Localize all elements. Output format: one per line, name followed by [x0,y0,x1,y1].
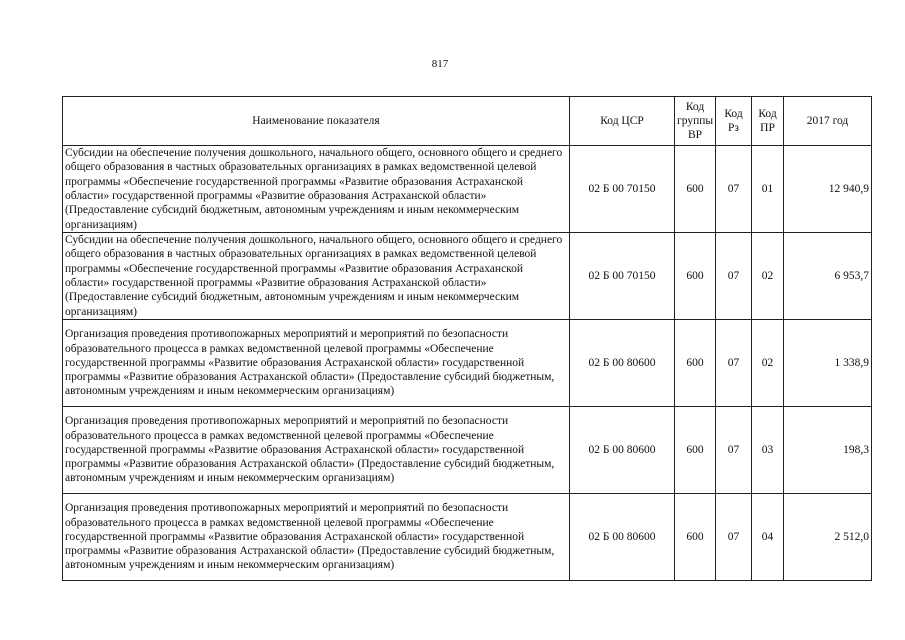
header-rz-line2: Рз [728,122,739,134]
row-vr: 600 [675,407,716,494]
row-name: Организация проведения противопожарных мероприятий и мероприятий по безопасности образовательного процесса в рамках ведомственной целевой программы «Обеспечение государственной программы «Развитие образования Астраханской области» государственной программы «Развитие образования Астраханской области» (Предоставление субсидий бюджетным, автономным учреждениям и иным некоммерческим организациям) [63,494,570,581]
header-pr-line2: ПР [760,122,775,134]
row-name: Субсидии на обеспечение получения дошкольного, начального общего, основного общего и среднего общего образования в частных образовательных организациях в рамках ведомственной целевой программы «Обеспечение государственной программы «Развитие образования Астраханской области» государственной программы «Развитие образования Астраханской области» (Предоставление субсидий бюджетным, автономным учреждениям и иным некоммерческим организациям) [63,146,570,233]
row-vr: 600 [675,320,716,407]
row-name: Субсидии на обеспечение получения дошкольного, начального общего, основного общего и среднего общего образования в частных образовательных организациях в рамках ведомственной целевой программы «Обеспечение государственной программы «Развитие образования Астраханской области» государственной программы «Развитие образования Астраханской области» (Предоставление субсидий бюджетным, автономным учреждениям и иным некоммерческим организациям) [63,233,570,320]
row-rz: 07 [716,146,752,233]
header-vr-line2: группы [677,115,714,127]
row-vr: 600 [675,146,716,233]
row-csr: 02 Б 00 70150 [570,233,675,320]
row-amount: 2 512,0 [784,494,872,581]
row-pr: 04 [752,494,784,581]
row-csr: 02 Б 00 80600 [570,494,675,581]
row-rz: 07 [716,494,752,581]
header-name: Наименование показателя [63,97,570,146]
header-csr: Код ЦСР [570,97,675,146]
row-pr: 02 [752,320,784,407]
row-amount: 6 953,7 [784,233,872,320]
budget-table [62,96,872,581]
row-rz: 07 [716,407,752,494]
header-year: 2017 год [784,97,872,146]
header-rz [716,97,752,146]
table-header-row [63,97,872,146]
row-pr: 02 [752,233,784,320]
page-number: 817 [431,58,449,70]
header-pr-line1: Код [758,108,777,120]
row-rz: 07 [716,233,752,320]
table-row [63,233,872,320]
table-row [63,146,872,233]
row-amount: 1 338,9 [784,320,872,407]
header-rz-line1: Код [724,108,743,120]
table-row [63,320,872,407]
header-vr [675,97,716,146]
row-amount: 198,3 [784,407,872,494]
row-name: Организация проведения противопожарных мероприятий и мероприятий по безопасности образовательного процесса в рамках ведомственной целевой программы «Обеспечение государственной программы «Развитие образования Астраханской области» государственной программы «Развитие образования Астраханской области» (Предоставление субсидий бюджетным, автономным учреждениям и иным некоммерческим организациям) [63,407,570,494]
row-amount: 12 940,9 [784,146,872,233]
header-vr-line3: ВР [687,129,703,141]
row-pr: 03 [752,407,784,494]
row-vr: 600 [675,233,716,320]
row-name: Организация проведения противопожарных мероприятий и мероприятий по безопасности образовательного процесса в рамках ведомственной целевой программы «Обеспечение государственной программы «Развитие образования Астраханской области» государственной программы «Развитие образования Астраханской области» (Предоставление субсидий бюджетным, автономным учреждениям и иным некоммерческим организациям) [63,320,570,407]
header-pr [752,97,784,146]
row-vr: 600 [675,494,716,581]
table-row [63,407,872,494]
row-csr: 02 Б 00 70150 [570,146,675,233]
header-vr-line1: Код [685,101,705,113]
row-csr: 02 Б 00 80600 [570,320,675,407]
table-row [63,494,872,581]
row-csr: 02 Б 00 80600 [570,407,675,494]
row-rz: 07 [716,320,752,407]
row-pr: 01 [752,146,784,233]
